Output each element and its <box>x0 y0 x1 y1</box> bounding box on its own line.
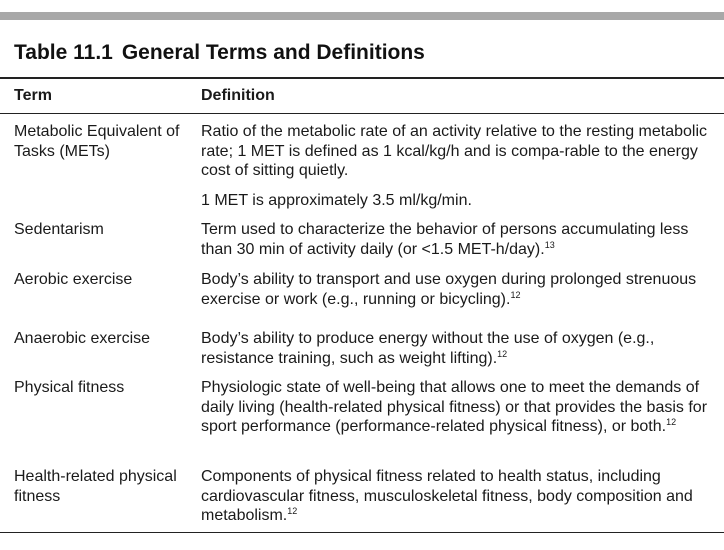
column-header-definition: Definition <box>201 87 275 104</box>
table-title <box>14 41 425 65</box>
definition-text: Ratio of the metabolic rate of an activity relative to the resting metabolic rate; 1 MET is defined as 1 kcal/kg/h and is compa-rable to the energy cost of sitting quietly. <box>201 123 708 179</box>
definition-extra: 1 MET is approximately 3.5 ml/kg/min. <box>201 192 472 209</box>
definition-cell <box>201 220 716 259</box>
table-bottom-rule <box>0 532 724 533</box>
definition-cell <box>201 467 716 526</box>
table-number: Table 11.1 <box>14 41 113 64</box>
definition-cell <box>201 122 716 181</box>
definition-text: Body’s ability to produce energy without the use of oxygen (e.g., resistance training, such as weight lifting). <box>201 330 655 367</box>
term-cell: Anaerobic exercise <box>14 330 151 347</box>
table-title-text: General Terms and Definitions <box>121 41 425 64</box>
header-bottom-rule <box>0 113 724 114</box>
header-top-rule <box>0 77 724 79</box>
reference-superscript: 12 <box>287 506 298 516</box>
definition-text: Components of physical fitness related to health status, including cardiovascular fitness, musculoskeletal fitness, body composition and metabolism. <box>201 468 693 524</box>
term-cell: Metabolic Equivalent of Tasks (METs) <box>14 123 180 160</box>
definition-cell <box>201 270 716 309</box>
definition-text: Body’s ability to transport and use oxygen during prolonged strenuous exercise or work (e.g., running or bicycling). <box>201 271 697 308</box>
reference-superscript: 12 <box>666 417 677 427</box>
definition-text: Physiologic state of well-being that allows one to meet the demands of daily living (health-related physical fitness) or that provides the basis for sport performance (performance-related physical fitness), or both. <box>201 379 708 435</box>
reference-superscript: 12 <box>497 348 508 359</box>
term-cell: Physical fitness <box>14 379 125 396</box>
term-cell: Aerobic exercise <box>14 271 133 288</box>
top-decorative-bar <box>0 12 724 20</box>
definition-cell <box>201 378 716 437</box>
definition-cell <box>201 329 716 368</box>
column-header-term: Term <box>14 87 52 104</box>
term-cell: Health-related physical fitness <box>14 468 177 505</box>
definition-text: Term used to characterize the behavior of persons accumulating less than 30 min of activity daily (or <1.5 MET-h/day). <box>201 221 689 258</box>
term-cell: Sedentarism <box>14 221 104 238</box>
reference-superscript: 13 <box>544 239 555 250</box>
reference-superscript: 12 <box>510 289 521 300</box>
